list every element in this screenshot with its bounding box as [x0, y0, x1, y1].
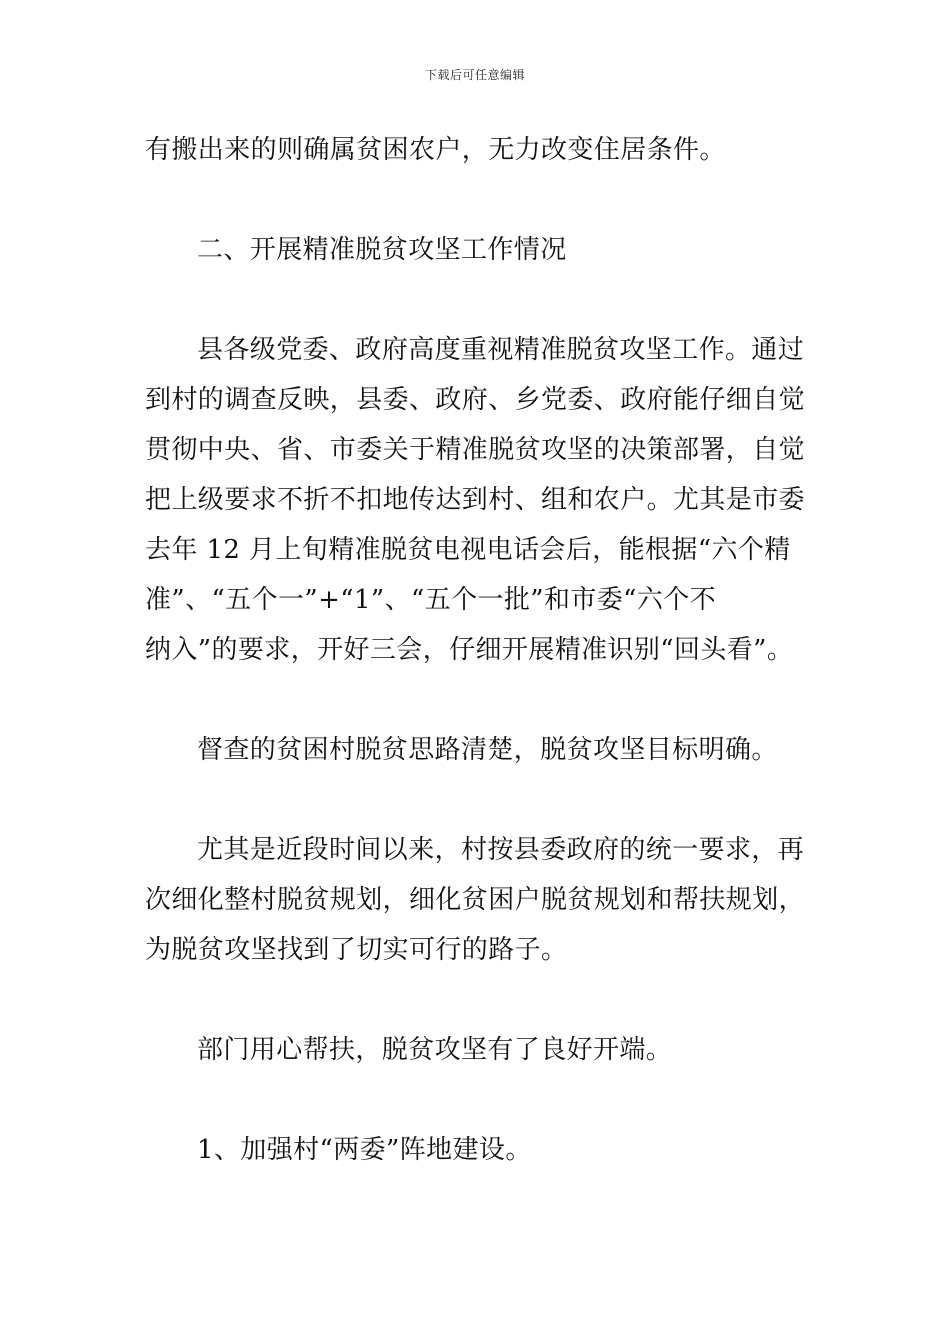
- paragraph-line: 贯彻中央、省、市委关于精准脱贫攻坚的决策部署，自觉: [145, 435, 806, 465]
- paragraph-gap: [145, 175, 810, 225]
- paragraph-line: 为脱贫攻坚找到了切实可行的路子。: [145, 935, 568, 965]
- paragraph-gap: [145, 775, 810, 825]
- paragraph-line: 到村的调查反映，县委、政府、乡党委、政府能仔细自觉: [145, 385, 806, 415]
- paragraph-line: 尤其是近段时间以来，村按县委政府的统一要求，再: [197, 835, 805, 865]
- paragraph-gap: [145, 1075, 810, 1125]
- paragraph-line: 督查的贫困村脱贫思路清楚，脱贫攻坚目标明确。: [197, 735, 778, 765]
- paragraph-gap: [145, 975, 810, 1025]
- paragraph-gap: [145, 275, 810, 325]
- list-item-heading: 1、加强村“两委”阵地建设。: [197, 1135, 532, 1165]
- paragraph-line: 次细化整村脱贫规划，细化贫困户脱贫规划和帮扶规划，: [145, 885, 806, 915]
- page-header-note: 下载后可任意编辑: [424, 68, 525, 82]
- paragraph-line: 有搬出来的则确属贫困农户，无力改变住居条件。: [145, 135, 726, 165]
- paragraph-line: 县各级党委、政府高度重视精准脱贫攻坚工作。通过: [197, 335, 805, 365]
- paragraph-gap: [145, 675, 810, 725]
- paragraph-line: 准”、“五个一”+“1”、“五个一批”和市委“六个不: [145, 585, 717, 615]
- paragraph-line: 纳入”的要求，开好三会，仔细开展精准识别“回头看”。: [145, 635, 794, 665]
- paragraph-line: 去年 12 月上旬精准脱贫电视电话会后，能根据“六个精: [145, 535, 791, 565]
- section-heading: 二、开展精准脱贫攻坚工作情况: [197, 235, 567, 265]
- paragraph-line: 把上级要求不折不扣地传达到村、组和农户。尤其是市委: [145, 485, 806, 515]
- paragraph-line: 部门用心帮扶，脱贫攻坚有了良好开端。: [197, 1035, 673, 1065]
- document-body: [145, 125, 810, 1175]
